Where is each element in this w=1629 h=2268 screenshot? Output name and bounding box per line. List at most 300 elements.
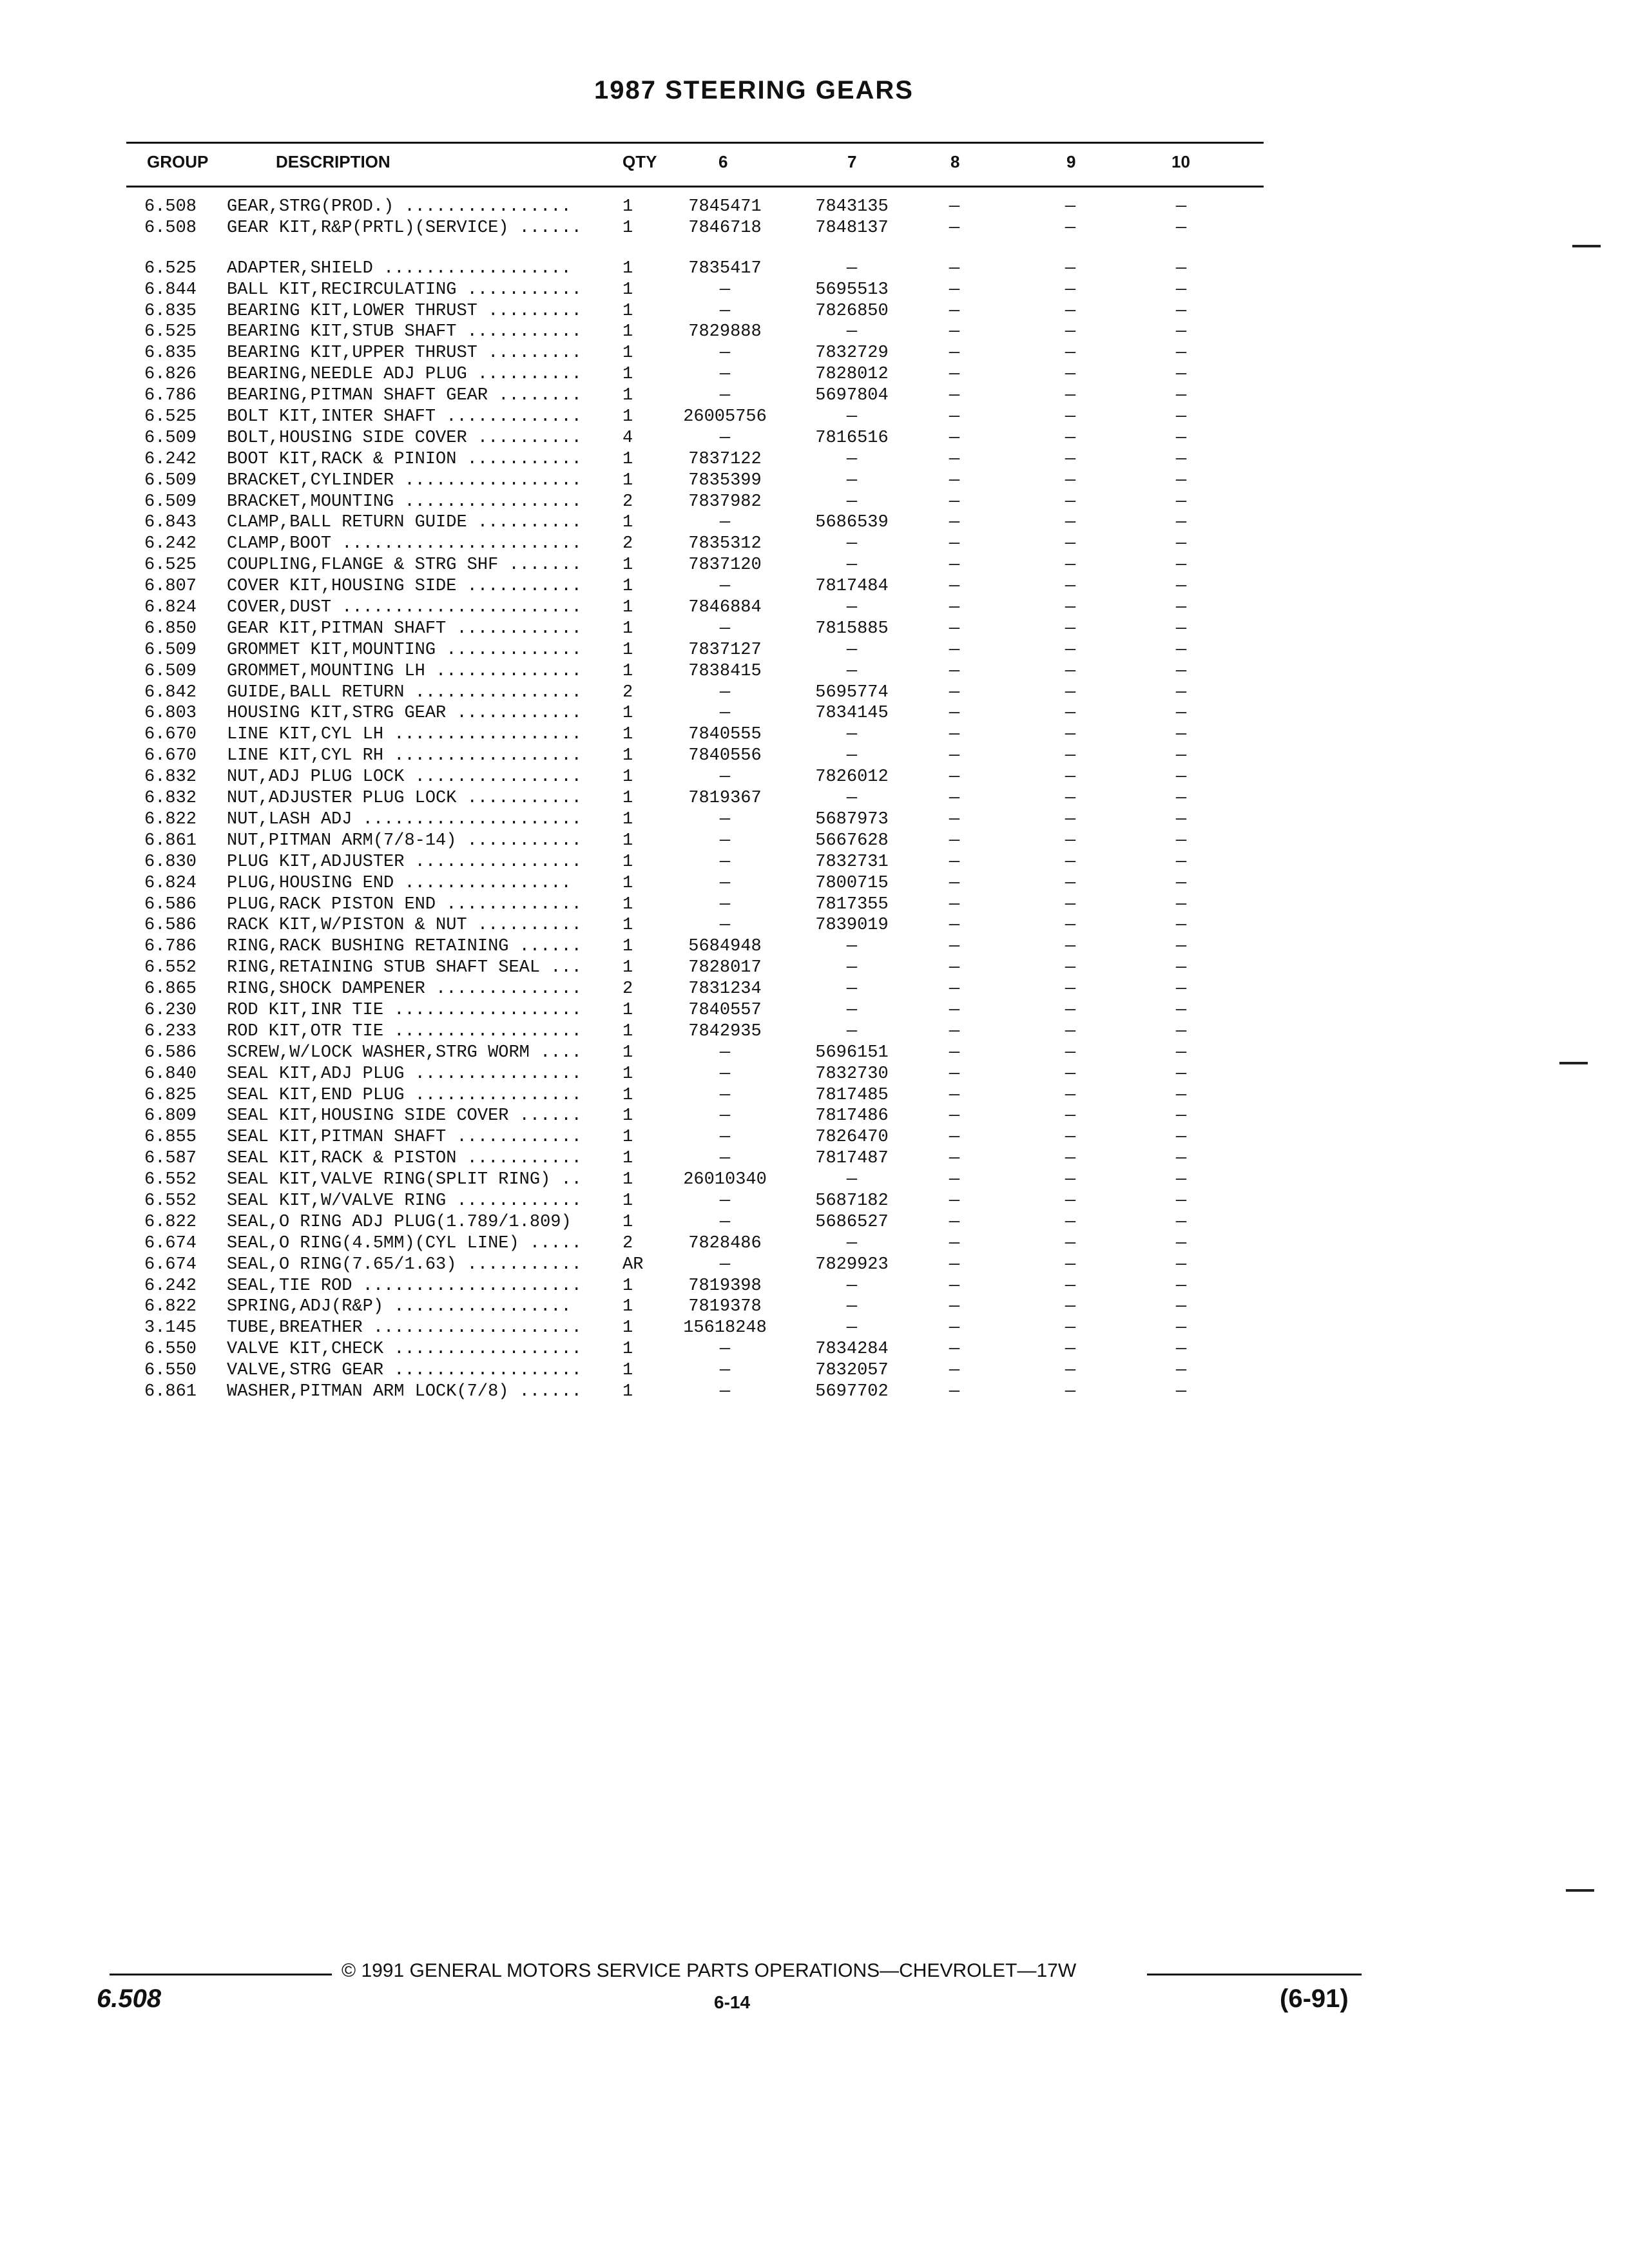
group-code: 6.670 [144,725,197,745]
model-9-part-number: — [1065,598,1076,618]
model-10-part-number: — [1175,789,1187,809]
model-10-part-number: — [1175,197,1187,216]
table-row [0,218,1629,239]
model-10-part-number: — [1175,1297,1187,1317]
table-row [0,1381,1629,1403]
model-6-part-number: 7840555 [688,725,762,745]
table-row [0,449,1629,470]
model-8-part-number: — [949,916,960,936]
part-description: VALVE,STRG GEAR .................. [227,1361,582,1381]
group-code: 6.822 [144,1297,197,1317]
model-9-part-number: — [1065,1318,1076,1338]
part-description: CLAMP,BALL RETURN GUIDE .......... [227,513,582,533]
model-10-part-number: — [1175,343,1187,363]
table-row [0,979,1629,1000]
quantity: 1 [622,894,633,914]
table-row [0,640,1629,661]
model-8-part-number: — [949,831,960,850]
model-10-part-number: — [1175,407,1187,427]
model-9-part-number: — [1065,1276,1076,1296]
column-header-group: GROUP [147,152,209,171]
table-row [0,555,1629,576]
model-7-part-number: — [846,1318,858,1338]
part-description: RING,RETAINING STUB SHAFT SEAL ... [227,958,582,978]
group-code: 6.865 [144,979,197,999]
group-code: 6.242 [144,449,197,469]
group-code: 6.586 [144,1043,197,1062]
group-code: 6.807 [144,577,197,597]
model-10-part-number: — [1175,640,1187,660]
model-7-part-number: 7826012 [815,767,889,787]
group-code: 6.824 [144,873,197,893]
quantity: 1 [622,789,633,809]
table-row [0,894,1629,916]
model-9-part-number: — [1065,470,1076,490]
part-description: BEARING KIT,LOWER THRUST ......... [227,301,582,321]
group-code: 6.850 [144,619,197,639]
model-8-part-number: — [949,1000,960,1020]
group-code: 6.525 [144,322,197,342]
model-9-part-number: — [1065,1021,1076,1041]
header-rule-top [126,142,1264,144]
quantity: 1 [622,852,633,872]
part-description: BEARING KIT,STUB SHAFT ........... [227,322,582,342]
model-10-part-number: — [1175,365,1187,385]
model-7-part-number: 5696151 [815,1043,889,1062]
table-row [0,1000,1629,1021]
model-10-part-number: — [1175,894,1187,914]
group-code: 6.824 [144,598,197,618]
model-8-part-number: — [949,640,960,660]
model-6-part-number: 7831234 [688,979,762,999]
part-description: BOLT,HOUSING SIDE COVER .......... [227,428,582,448]
group-code: 6.587 [144,1149,197,1169]
model-7-part-number: — [846,407,858,427]
part-description: SEAL,O RING(4.5MM)(CYL LINE) ..... [227,1233,582,1253]
model-7-part-number: — [846,640,858,660]
table-row [0,1212,1629,1233]
table-row [0,809,1629,831]
quantity: 1 [622,1064,633,1084]
model-8-part-number: — [949,386,960,406]
model-7-part-number: 5686527 [815,1212,889,1232]
group-code: 6.843 [144,513,197,533]
model-7-part-number: 5686539 [815,513,889,533]
model-10-part-number: — [1175,449,1187,469]
part-description: GROMMET KIT,MOUNTING ............. [227,640,582,660]
table-row [0,1169,1629,1191]
part-description: GROMMET,MOUNTING LH .............. [227,661,582,681]
model-9-part-number: — [1065,937,1076,957]
model-8-part-number: — [949,1361,960,1381]
part-description: SEAL,O RING(7.65/1.63) ........... [227,1254,582,1274]
model-6-part-number: 7846884 [688,598,762,618]
model-7-part-number: — [846,1000,858,1020]
part-description: SEAL KIT,END PLUG ................ [227,1085,582,1105]
model-6-part-number: — [719,577,731,597]
part-description: PLUG,HOUSING END ................ [227,873,572,893]
group-code: 6.835 [144,301,197,321]
model-9-part-number: — [1065,555,1076,575]
quantity: 1 [622,365,633,385]
model-10-part-number: — [1175,1085,1187,1105]
group-code: 6.509 [144,661,197,681]
group-code: 6.586 [144,916,197,936]
model-7-part-number: 7816516 [815,428,889,448]
table-row [0,1254,1629,1276]
model-9-part-number: — [1065,831,1076,850]
model-9-part-number: — [1065,449,1076,469]
table-row [0,1296,1629,1318]
model-7-part-number: 7832730 [815,1064,889,1084]
quantity: 1 [622,1000,633,1020]
quantity: 1 [622,280,633,300]
quantity: 4 [622,428,633,448]
model-6-part-number: — [719,365,731,385]
part-description: COVER,DUST ....................... [227,598,582,618]
margin-tick-mark [1572,245,1601,247]
model-9-part-number: — [1065,1149,1076,1169]
model-8-part-number: — [949,746,960,766]
model-10-part-number: — [1175,1128,1187,1148]
table-row [0,661,1629,682]
model-6-part-number: — [719,767,731,787]
model-10-part-number: — [1175,1021,1187,1041]
model-10-part-number: — [1175,1276,1187,1296]
model-9-part-number: — [1065,979,1076,999]
group-code: 6.822 [144,809,197,829]
model-8-part-number: — [949,407,960,427]
model-6-part-number: — [719,619,731,639]
model-10-part-number: — [1175,258,1187,278]
column-header-model-10: 10 [1171,152,1190,171]
quantity: 1 [622,386,633,406]
table-row [0,745,1629,767]
model-7-part-number: 7826850 [815,301,889,321]
model-8-part-number: — [949,1340,960,1360]
model-8-part-number: — [949,1297,960,1317]
model-7-part-number: — [846,534,858,554]
group-code: 6.809 [144,1106,197,1126]
model-8-part-number: — [949,301,960,321]
model-6-part-number: — [719,809,731,829]
model-6-part-number: — [719,1381,731,1401]
column-header-model-6: 6 [718,152,728,171]
part-description: GEAR,STRG(PROD.) ................ [227,197,572,216]
quantity: 1 [622,1191,633,1211]
model-6-part-number: — [719,1361,731,1381]
quantity: 1 [622,704,633,724]
model-7-part-number: — [846,1276,858,1296]
model-9-part-number: — [1065,322,1076,342]
quantity: 1 [622,725,633,745]
group-code: 6.861 [144,1381,197,1401]
model-9-part-number: — [1065,407,1076,427]
quantity: 1 [622,1043,633,1062]
group-code: 6.826 [144,365,197,385]
group-code: 6.508 [144,197,197,216]
model-6-part-number: — [719,1254,731,1274]
model-8-part-number: — [949,1212,960,1232]
model-8-part-number: — [949,1064,960,1084]
model-7-part-number: — [846,789,858,809]
group-code: 6.242 [144,1276,197,1296]
model-10-part-number: — [1175,661,1187,681]
model-10-part-number: — [1175,1340,1187,1360]
part-description: BEARING,NEEDLE ADJ PLUG .......... [227,365,582,385]
model-8-part-number: — [949,343,960,363]
model-9-part-number: — [1065,1212,1076,1232]
table-row [0,512,1629,533]
model-7-part-number: 7832729 [815,343,889,363]
table-row [0,1085,1629,1106]
part-description: BEARING KIT,UPPER THRUST ......... [227,343,582,363]
model-10-part-number: — [1175,809,1187,829]
group-code: 6.509 [144,492,197,512]
quantity: 1 [622,916,633,936]
model-7-part-number: 5697804 [815,386,889,406]
model-7-part-number: 7834145 [815,704,889,724]
part-description: COUPLING,FLANGE & STRG SHF ....... [227,555,582,575]
model-10-part-number: — [1175,1064,1187,1084]
table-row [0,597,1629,619]
model-8-part-number: — [949,873,960,893]
model-7-part-number: 7817485 [815,1085,889,1105]
model-8-part-number: — [949,449,960,469]
model-8-part-number: — [949,704,960,724]
model-7-part-number: 7848137 [815,218,889,238]
group-code: 6.242 [144,534,197,554]
quantity: 1 [622,1085,633,1105]
model-6-part-number: — [719,386,731,406]
model-8-part-number: — [949,958,960,978]
model-6-part-number: 7835399 [688,470,762,490]
table-row [0,619,1629,640]
quantity: 1 [622,301,633,321]
model-8-part-number: — [949,682,960,702]
model-10-part-number: — [1175,682,1187,702]
model-6-part-number: — [719,343,731,363]
part-description: SEAL KIT,HOUSING SIDE COVER ...... [227,1106,582,1126]
model-9-part-number: — [1065,661,1076,681]
part-description: SCREW,W/LOCK WASHER,STRG WORM .... [227,1043,582,1062]
model-8-part-number: — [949,767,960,787]
quantity: 1 [622,831,633,850]
quantity: 1 [622,1297,633,1317]
model-10-part-number: — [1175,1381,1187,1401]
group-code: 6.842 [144,682,197,702]
model-10-part-number: — [1175,386,1187,406]
part-description: PLUG KIT,ADJUSTER ................ [227,852,582,872]
model-8-part-number: — [949,1106,960,1126]
model-9-part-number: — [1065,640,1076,660]
group-code: 6.861 [144,831,197,850]
quantity: 1 [622,598,633,618]
part-description: COVER KIT,HOUSING SIDE ........... [227,577,582,597]
model-7-part-number: — [846,1233,858,1253]
group-code: 6.835 [144,343,197,363]
model-9-part-number: — [1065,619,1076,639]
quantity: 1 [622,661,633,681]
quantity: 1 [622,1128,633,1148]
model-7-part-number: — [846,492,858,512]
table-row [0,1233,1629,1254]
table-row [0,1043,1629,1064]
table-row [0,1360,1629,1381]
table-row [0,682,1629,704]
model-9-part-number: — [1065,894,1076,914]
model-9-part-number: — [1065,873,1076,893]
quantity: 2 [622,534,633,554]
quantity: 1 [622,258,633,278]
quantity: 1 [622,1340,633,1360]
model-10-part-number: — [1175,513,1187,533]
part-description: CLAMP,BOOT ....................... [227,534,582,554]
table-row [0,197,1629,218]
part-description: BEARING,PITMAN SHAFT GEAR ........ [227,386,582,406]
model-9-part-number: — [1065,513,1076,533]
quantity: 2 [622,492,633,512]
model-7-part-number: — [846,1170,858,1190]
model-6-part-number: 7819378 [688,1297,762,1317]
quantity: 1 [622,343,633,363]
model-10-part-number: — [1175,428,1187,448]
model-6-part-number: — [719,852,731,872]
model-6-part-number: 7835417 [688,258,762,278]
model-10-part-number: — [1175,598,1187,618]
part-description: ROD KIT,INR TIE .................. [227,1000,582,1020]
model-7-part-number: — [846,937,858,957]
group-code: 6.550 [144,1361,197,1381]
model-9-part-number: — [1065,577,1076,597]
model-9-part-number: — [1065,1297,1076,1317]
table-row [0,385,1629,407]
quantity: 1 [622,470,633,490]
model-8-part-number: — [949,937,960,957]
model-8-part-number: — [949,555,960,575]
group-code: 6.525 [144,407,197,427]
model-8-part-number: — [949,1149,960,1169]
model-8-part-number: — [949,492,960,512]
part-description: SEAL,O RING ADJ PLUG(1.789/1.809) [227,1212,572,1232]
part-description: RACK KIT,W/PISTON & NUT .......... [227,916,582,936]
table-row [0,343,1629,364]
model-8-part-number: — [949,197,960,216]
footer-rule-left [110,1974,332,1975]
model-7-part-number: 5695513 [815,280,889,300]
part-description: NUT,PITMAN ARM(7/8-14) ........... [227,831,582,850]
part-description: ADAPTER,SHIELD .................. [227,258,572,278]
model-7-part-number: 7832731 [815,852,889,872]
table-row [0,280,1629,301]
model-7-part-number: 7829923 [815,1254,889,1274]
part-description: GUIDE,BALL RETURN ................ [227,682,582,702]
model-8-part-number: — [949,598,960,618]
group-code: 6.586 [144,894,197,914]
part-description: SPRING,ADJ(R&P) ................. [227,1297,572,1317]
table-row [0,788,1629,809]
column-header-model-7: 7 [847,152,857,171]
table-row [0,936,1629,957]
group-code: 6.830 [144,852,197,872]
quantity: 1 [622,873,633,893]
model-7-part-number: — [846,470,858,490]
model-6-part-number: — [719,831,731,850]
model-7-part-number: — [846,598,858,618]
model-9-part-number: — [1065,365,1076,385]
model-6-part-number: — [719,1064,731,1084]
model-7-part-number: 7817486 [815,1106,889,1126]
model-9-part-number: — [1065,1043,1076,1062]
table-row [0,1106,1629,1127]
quantity: 1 [622,767,633,787]
column-header-description: DESCRIPTION [276,152,390,171]
model-10-part-number: — [1175,619,1187,639]
model-7-part-number: — [846,979,858,999]
model-10-part-number: — [1175,301,1187,321]
model-8-part-number: — [949,1381,960,1401]
margin-tick-mark [1566,1889,1594,1892]
model-9-part-number: — [1065,958,1076,978]
part-description: PLUG,RACK PISTON END ............. [227,894,582,914]
model-9-part-number: — [1065,1170,1076,1190]
model-6-part-number: 7837122 [688,449,762,469]
model-8-part-number: — [949,1254,960,1274]
group-code: 6.230 [144,1000,197,1020]
model-9-part-number: — [1065,746,1076,766]
model-8-part-number: — [949,1021,960,1041]
part-description: LINE KIT,CYL LH .................. [227,725,582,745]
model-9-part-number: — [1065,258,1076,278]
table-row [0,1021,1629,1043]
group-code: 6.509 [144,640,197,660]
model-6-part-number: 26005756 [683,407,767,427]
model-9-part-number: — [1065,852,1076,872]
model-6-part-number: — [719,1340,731,1360]
model-9-part-number: — [1065,197,1076,216]
model-9-part-number: — [1065,1085,1076,1105]
model-8-part-number: — [949,619,960,639]
quantity: 1 [622,322,633,342]
part-description: SEAL KIT,W/VALVE RING ............ [227,1191,582,1211]
model-9-part-number: — [1065,1000,1076,1020]
model-9-part-number: — [1065,767,1076,787]
footer-revision-date: (6-91) [1280,1984,1349,2013]
model-7-part-number: 7843135 [815,197,889,216]
quantity: 2 [622,682,633,702]
model-7-part-number: — [846,725,858,745]
model-8-part-number: — [949,852,960,872]
model-6-part-number: — [719,280,731,300]
quantity: 1 [622,555,633,575]
table-row [0,1318,1629,1339]
model-9-part-number: — [1065,386,1076,406]
model-6-part-number: 7842935 [688,1021,762,1041]
model-9-part-number: — [1065,1340,1076,1360]
quantity: 1 [622,1149,633,1169]
model-6-part-number: — [719,1149,731,1169]
group-code: 6.550 [144,1340,197,1360]
part-description: WASHER,PITMAN ARM LOCK(7/8) ...... [227,1381,582,1401]
model-6-part-number: — [719,873,731,893]
quantity: 1 [622,1021,633,1041]
group-code: 6.822 [144,1212,197,1232]
model-8-part-number: — [949,1128,960,1148]
footer-copyright: © 1991 GENERAL MOTORS SERVICE PARTS OPERATIONS—CHEVROLET—17W [342,1960,1077,1981]
model-10-part-number: — [1175,577,1187,597]
quantity: 1 [622,577,633,597]
group-code: 6.855 [144,1128,197,1148]
